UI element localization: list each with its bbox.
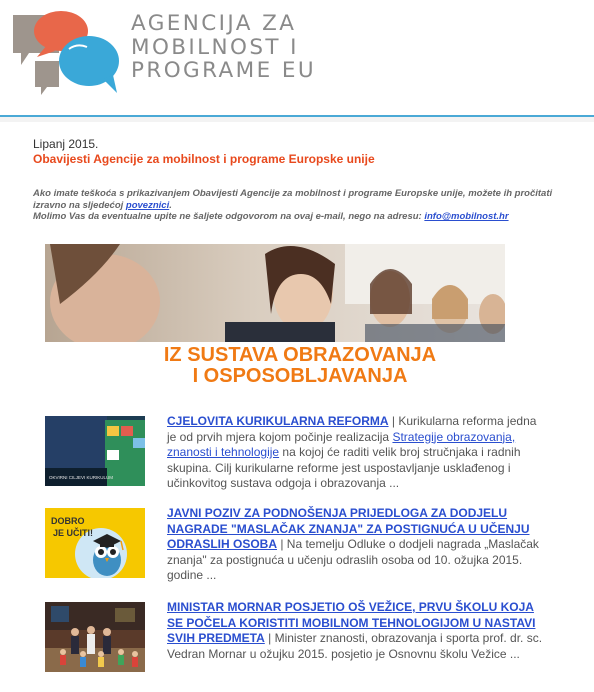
article-body-end: na kojoj će raditi velik broj stručnjaka i radnih skupina. Cilj kurikularne reforme jest uspostavljanje usklađenog i učinkovitog sustava odgoja i obrazovanja ...: [167, 445, 521, 490]
article-text: [167, 600, 547, 662]
maslacak-thumbnail[interactable]: [45, 508, 145, 578]
curriculum-thumbnail[interactable]: [45, 416, 145, 486]
thumb-caption-line1: DOBRO: [51, 516, 85, 526]
students-photo-image: [45, 244, 505, 342]
notice-link[interactable]: poveznici: [125, 199, 170, 211]
display-notice: [33, 188, 553, 223]
article-text: [167, 506, 547, 584]
strategy-link[interactable]: Strategije obrazovanja, znanosti i tehnologije: [167, 429, 516, 459]
newsletter-content: [0, 122, 594, 692]
logo-text: AGENCIJA ZA MOBILNOST I PROGRAME EU: [131, 11, 316, 83]
school-class-photo: [45, 602, 145, 672]
section-title: [130, 345, 470, 387]
section-title-line1: IZ SUSTAVA OBRAZOVANJA: [163, 344, 437, 366]
article-body: | Kurikularna reforma jedna je od prvih mjera kojom počinje realizacija: [167, 414, 537, 444]
email-link[interactable]: info@mobilnost.hr: [424, 211, 509, 222]
hero-image: [45, 244, 505, 342]
ministar-thumbnail[interactable]: [45, 602, 145, 672]
curriculum-book-image: [45, 416, 145, 486]
article-title-link[interactable]: CJELOVITA KURIKULARNA REFORMA: [167, 414, 389, 428]
issue-date: Lipanj 2015.: [33, 137, 99, 151]
section-title-line2: I OSPOSOBLJAVANJA: [192, 365, 408, 387]
thumb-caption: OKVIRNI CILJEVI KURIKULUM: [49, 475, 114, 480]
article-title-link[interactable]: JAVNI POZIV ZA PODNOŠENJA PRIJEDLOGA ZA DODJELU NAGRADE "MASLAČAK ZNANJA" ZA POSTIGNUĆA U UČENJU ODRASLIH OSOBA: [167, 506, 530, 551]
notice-punct: .: [169, 199, 172, 211]
header: [0, 0, 594, 113]
article-body: | Na temelju Odluke o dodjeli nagrada „Maslačak znanja" za postignuća u učenju odraslih osoba od 10. ožujka 2015. godine ...: [167, 537, 539, 582]
article-title-link[interactable]: MINISTAR MORNAR POSJETIO OŠ VEŽICE, PRVU ŠKOLU KOJA SE POČELA KORISTITI MOBILNOM TEHNOLOGIJOM U NASTAVI SVIH PREDMETA: [167, 600, 536, 645]
notice-text: Ako imate teškoća s prikazivanjem Obavijesti Agencije za mobilnost i programe Europske unije, možete ih pročitati izravno na sljedećoj: [33, 188, 553, 211]
thumb-caption-line2: JE UČITI!: [53, 528, 94, 538]
article-text: [167, 414, 547, 492]
reply-notice-text: Molimo Vas da eventualne upite ne šaljete odgovorom na ovaj e-mail, nego na adresu:: [33, 211, 425, 222]
owl-graduate-image: [45, 508, 145, 578]
newsletter-title: Obavijesti Agencije za mobilnost i programe Europske unije: [33, 152, 375, 166]
article-body: | Minister znanosti, obrazovanja i sporta prof. dr. sc. Vedran Mornar u ožujku 2015. posjetio je Osnovnu školu Vežice ...: [167, 631, 543, 661]
speech-bubbles-logo-icon[interactable]: [11, 5, 123, 95]
